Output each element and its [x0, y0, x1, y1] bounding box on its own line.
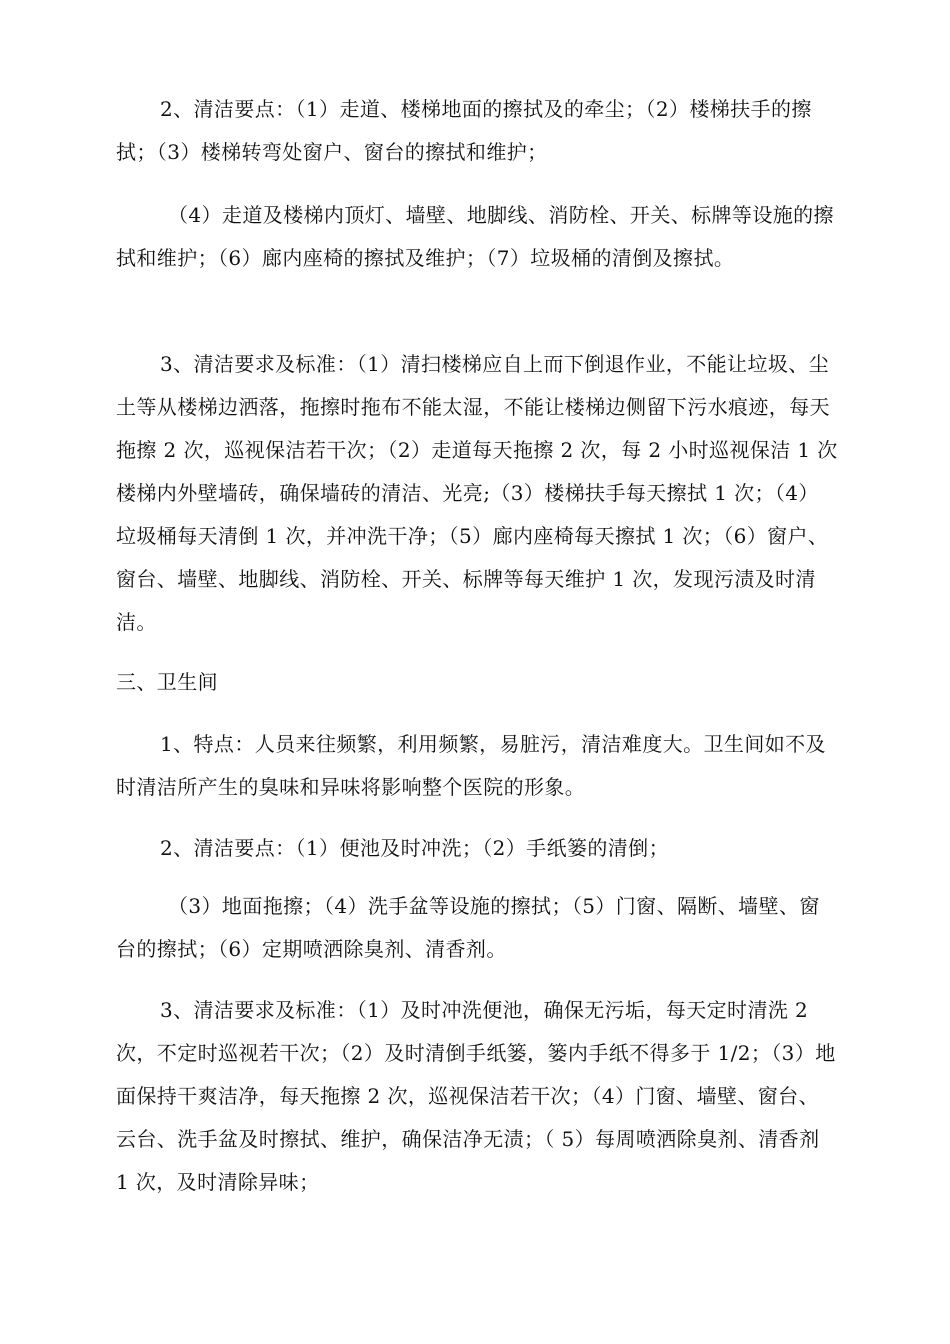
paragraph-restroom-cleaning-points: 2、清洁要点：（1）便池及时冲洗；（2）手纸篓的清倒；	[160, 836, 669, 860]
paragraph-restroom-features: 1、特点：人员来往频繁，利用频繁，易脏污，清洁难度大。卫生间如不及时清洁所产生的臭味和异味将影响整个医院的形象。	[116, 732, 826, 799]
paragraph-restroom-standards: 3、清洁要求及标准：（1）及时冲洗便池，确保无污垢，每天定时清洗 2 次，不定时巡视若干次；（2）及时清倒手纸篓，篓内手纸不得多于 1/2；（3）地面保持干爽洁净，每天拖擦 2 次，巡视保洁若干次；（4）门窗、墙壁、窗台、云台、洗手盆及时擦拭、维护，确保洁净无渍；（ 5）每周喷洒除臭剂、清香剂 1 次，及时清除异味；	[116, 998, 836, 1194]
paragraph-stairs-standards: 3、清洁要求及标准：（1）清扫楼梯应自上而下倒退作业，不能让垃圾、尘土等从楼梯边洒落，拖擦时拖布不能太湿，不能让楼梯边侧留下污水痕迹，每天拖擦 2 次，巡视保洁若干次；（2）走道每天拖擦 2 次，每 2 小时巡视保洁 1 次楼梯内外壁墙砖，确保墙砖的清洁、光亮;（3）楼梯扶手每天擦拭 1 次；（4）垃圾桶每天清倒 1 次，并冲洗干净；（5）廊内座椅每天擦拭 1 次；（6）窗户、窗台、墙壁、地脚线、消防栓、开关、标牌等每天维护 1 次，发现污渍及时清洁。	[116, 352, 838, 634]
paragraph-stairs-cleaning-points-cont: （4）走道及楼梯内顶灯、墙壁、地脚线、消防栓、开关、标牌等设施的擦拭和维护；（6）廊内座椅的擦拭及维护；（7）垃圾桶的清倒及擦拭。	[116, 203, 834, 270]
section-heading-restroom: 三、卫生间	[116, 670, 218, 694]
paragraph-stairs-cleaning-points: 2、清洁要点：（1）走道、楼梯地面的擦拭及的牵尘；（2）楼梯扶手的擦拭；（3）楼梯转弯处窗户、窗台的擦拭和维护；	[116, 97, 812, 164]
paragraph-restroom-cleaning-points-cont: （3）地面拖擦；（4）洗手盆等设施的擦拭；（5）门窗、隔断、墙壁、窗台的擦拭；（6）定期喷洒除臭剂、清香剂。	[116, 894, 820, 961]
